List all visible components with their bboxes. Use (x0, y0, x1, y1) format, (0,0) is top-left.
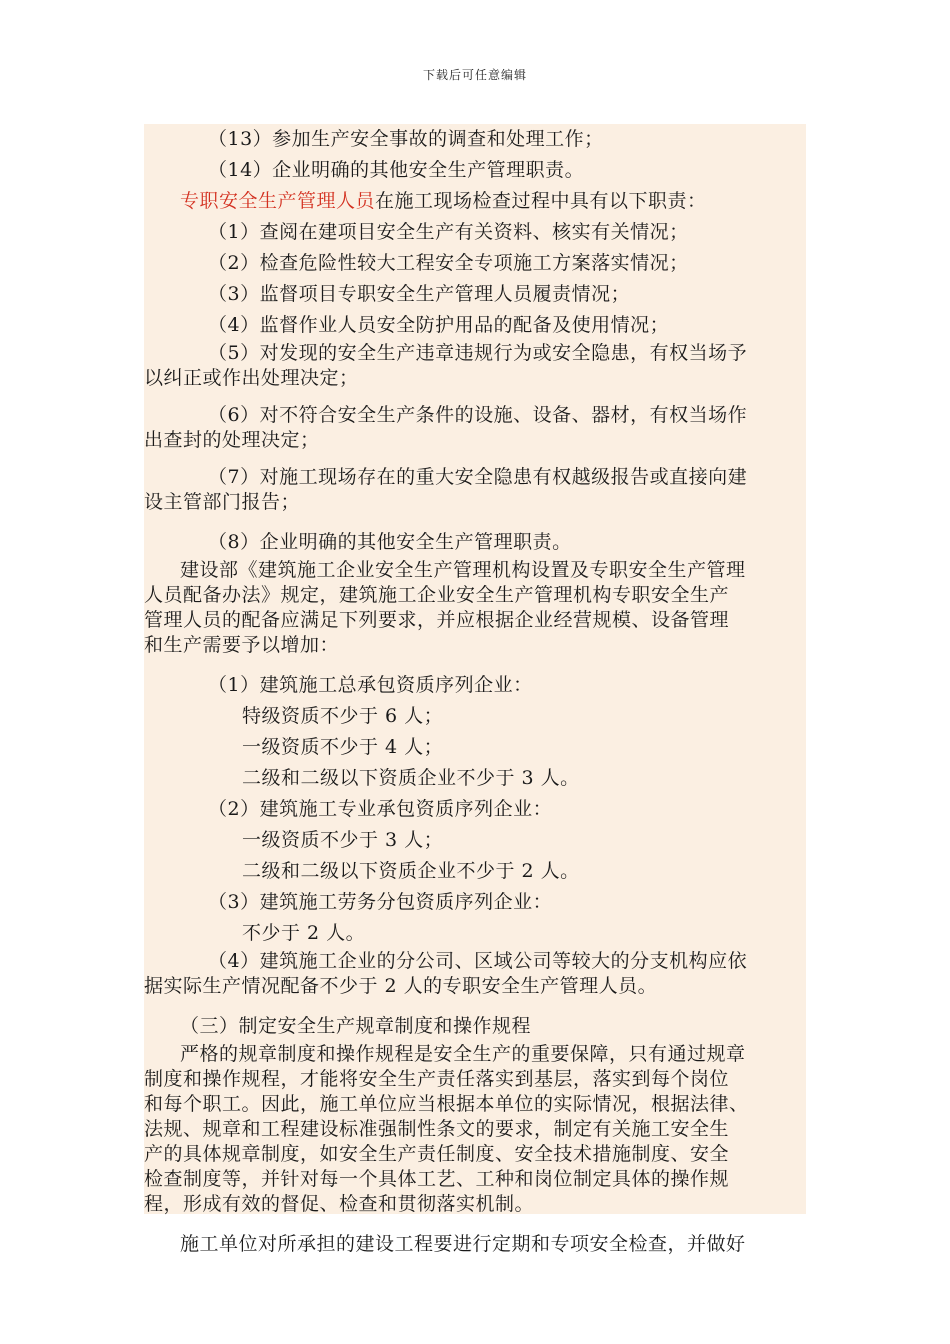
text-line: 程，形成有效的督促、检查和贯彻落实机制。 (144, 1193, 535, 1215)
text-line: 二级和二级以下资质企业不少于 2 人。 (242, 860, 580, 882)
text-line: （8）企业明确的其他安全生产管理职责。 (208, 531, 572, 553)
text-line: 产的具体规章制度，如安全生产责任制度、安全技术措施制度、安全 (144, 1143, 730, 1165)
text-line: 特级资质不少于 6 人； (242, 705, 444, 727)
text-line: 人员配备办法》规定，建筑施工企业安全生产管理机构专职安全生产 (144, 584, 730, 606)
text-line: （1）查阅在建项目安全生产有关资料、核实有关情况； (208, 221, 689, 243)
text-line: 和生产需要予以增加： (144, 634, 340, 656)
section-heading: （三）制定安全生产规章制度和操作规程 (180, 1015, 532, 1037)
text-line: 二级和二级以下资质企业不少于 3 人。 (242, 767, 580, 789)
text-line: （3）监督项目专职安全生产管理人员履责情况； (208, 283, 631, 305)
text-line: 严格的规章制度和操作规程是安全生产的重要保障，只有通过规章 (180, 1043, 746, 1065)
text-line: 施工单位对所承担的建设工程要进行定期和专项安全检查，并做好 (180, 1233, 746, 1255)
text-line: 管理人员的配备应满足下列要求，并应根据企业经营规模、设备管理 (144, 609, 730, 631)
text-line: （4）监督作业人员安全防护用品的配备及使用情况； (208, 314, 670, 336)
text-line: （14）企业明确的其他安全生产管理职责。 (208, 159, 585, 181)
text-line-rest: 在施工现场检查过程中具有以下职责： (375, 190, 707, 212)
text-line (144, 186, 806, 217)
text-line: （4）建筑施工企业的分公司、区域公司等较大的分支机构应依 (208, 950, 748, 972)
text-line: 出查封的处理决定； (144, 429, 320, 451)
text-line: 设主管部门报告； (144, 491, 301, 513)
text-line: 以纠正或作出处理决定； (144, 367, 359, 389)
text-line: 法规、规章和工程建设标准强制性条文的要求，制定有关施工安全生 (144, 1118, 730, 1140)
text-line: 制度和操作规程，才能将安全生产责任落实到基层，落实到每个岗位 (144, 1068, 730, 1090)
page-header: 下载后可任意编辑 (422, 68, 527, 82)
text-line: （13）参加生产安全事故的调查和处理工作； (208, 128, 604, 150)
text-line: （2）建筑施工专业承包资质序列企业： (208, 798, 553, 820)
document-body (144, 124, 806, 1255)
text-line: （6）对不符合安全生产条件的设施、设备、器材，有权当场作 (208, 404, 748, 426)
text-line: （7）对施工现场存在的重大安全隐患有权越级报告或直接向建 (208, 466, 748, 488)
text-line: （2）检查危险性较大工程安全专项施工方案落实情况； (208, 252, 689, 274)
text-line: 和每个职工。因此，施工单位应当根据本单位的实际情况，根据法律、 (144, 1093, 749, 1115)
text-line: （3）建筑施工劳务分包资质序列企业： (208, 891, 553, 913)
text-line: （1）建筑施工总承包资质序列企业： (208, 674, 533, 696)
text-line: （5）对发现的安全生产违章违规行为或安全隐患，有权当场予 (208, 342, 748, 364)
text-line: 检查制度等，并针对每一个具体工艺、工种和岗位制定具体的操作规 (144, 1168, 730, 1190)
highlighted-term: 专职安全生产管理人员 (180, 190, 376, 212)
text-line: 一级资质不少于 4 人； (242, 736, 444, 758)
text-line: 一级资质不少于 3 人； (242, 829, 444, 851)
text-line: 不少于 2 人。 (242, 922, 366, 944)
text-line: 建设部《建筑施工企业安全生产管理机构设置及专职安全生产管理 (180, 559, 746, 581)
text-line: 据实际生产情况配备不少于 2 人的专职安全生产管理人员。 (144, 975, 658, 997)
